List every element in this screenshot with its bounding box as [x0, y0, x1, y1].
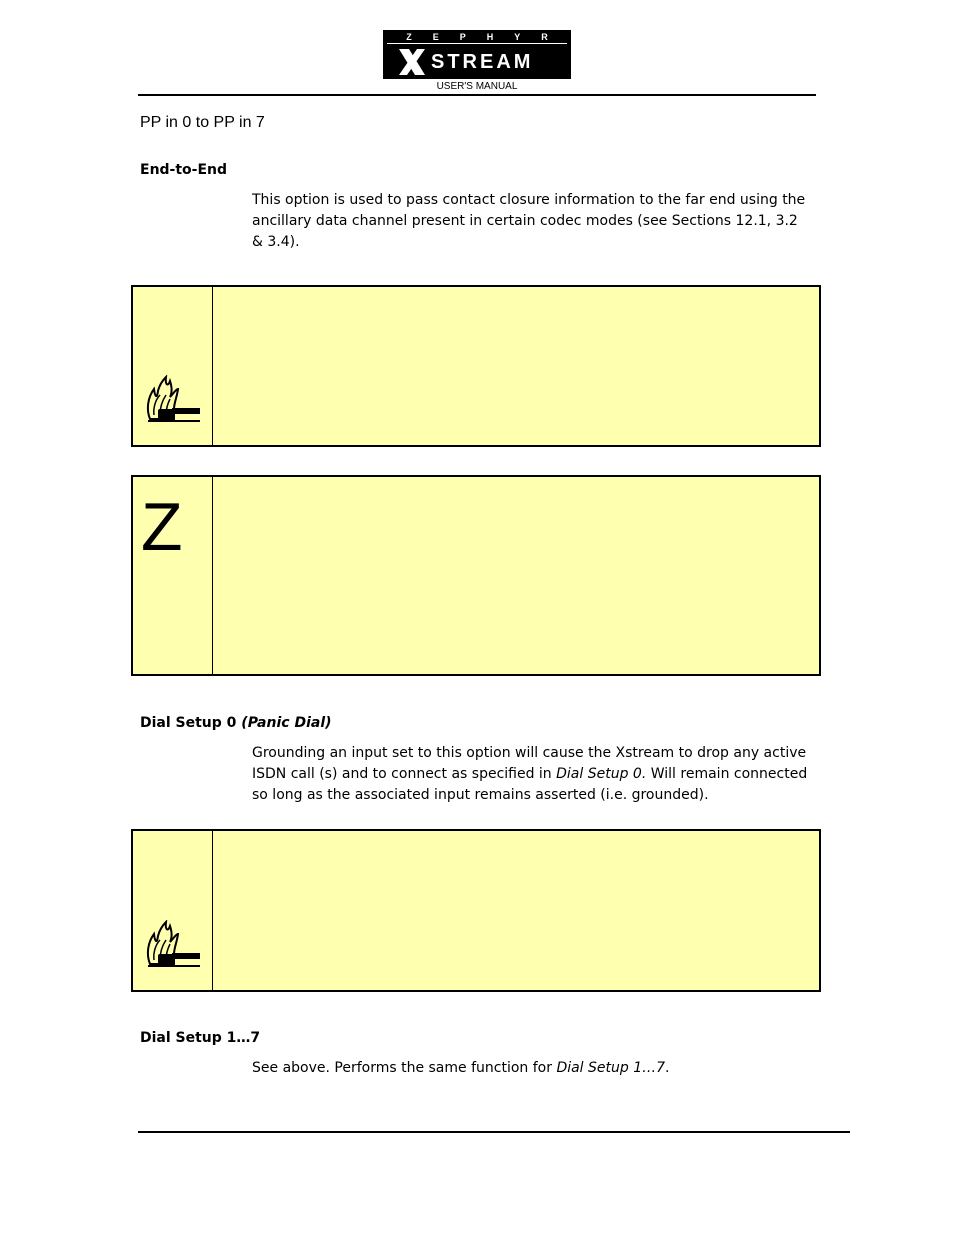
logo-brand-text: ZEPHYR — [406, 32, 569, 42]
xstream-logo — [383, 30, 571, 79]
dial-setup-0-text-part2: Will remain connected so long as the associated input remains asserted (i.e. grounded). — [252, 766, 808, 803]
hand-note-icon — [144, 375, 202, 423]
end-to-end-heading: End-to-End — [140, 162, 228, 178]
section-title: PP in 0 to PP in 7 — [140, 114, 265, 131]
dial-setup-0-heading-italic: (Panic Dial) — [241, 715, 332, 731]
dial-setup-0-text-part1: Grounding an input set to this option will cause the Xstream to drop any active ISDN call (s) and to connect as specified in — [252, 745, 807, 782]
dial-setup-0-text-italic: Dial Setup 0. — [556, 766, 647, 782]
dial-setup-0-heading — [140, 714, 332, 732]
note-letter-z: Z — [141, 489, 183, 565]
logo-product-text: STREAM — [431, 51, 534, 73]
dial-setup-1-7-text — [252, 1058, 812, 1079]
logo-subtitle: USER'S MANUAL — [436, 81, 518, 92]
end-to-end-text: This option is used to pass contact closure information to the far end using the ancillary data channel present in certain codec modes (see Sections 12.1, 3.2 & 3.4). — [252, 192, 806, 250]
header-rule — [138, 94, 816, 96]
note-letter-cell — [133, 477, 213, 674]
dial-setup-1-7-text-italic: Dial Setup 1…7 — [556, 1060, 666, 1076]
dial-setup-0-text — [252, 743, 812, 806]
dial-setup-0-heading-bold: Dial Setup 0 — [140, 715, 242, 731]
note-box-1 — [131, 285, 821, 447]
dial-setup-1-7-text-part1: See above. Performs the same function for — [252, 1060, 557, 1076]
note-box-3 — [131, 829, 821, 992]
hand-note-icon — [144, 920, 202, 968]
logo-x-icon — [397, 47, 427, 77]
dial-setup-1-7-heading: Dial Setup 1…7 — [140, 1030, 261, 1046]
footer-rule — [138, 1131, 850, 1133]
logo-divider — [387, 43, 567, 44]
note-box-2 — [131, 475, 821, 676]
note-icon-cell — [133, 287, 213, 445]
dial-setup-1-7-text-part2: . — [665, 1060, 670, 1076]
note-icon-cell — [133, 831, 213, 990]
